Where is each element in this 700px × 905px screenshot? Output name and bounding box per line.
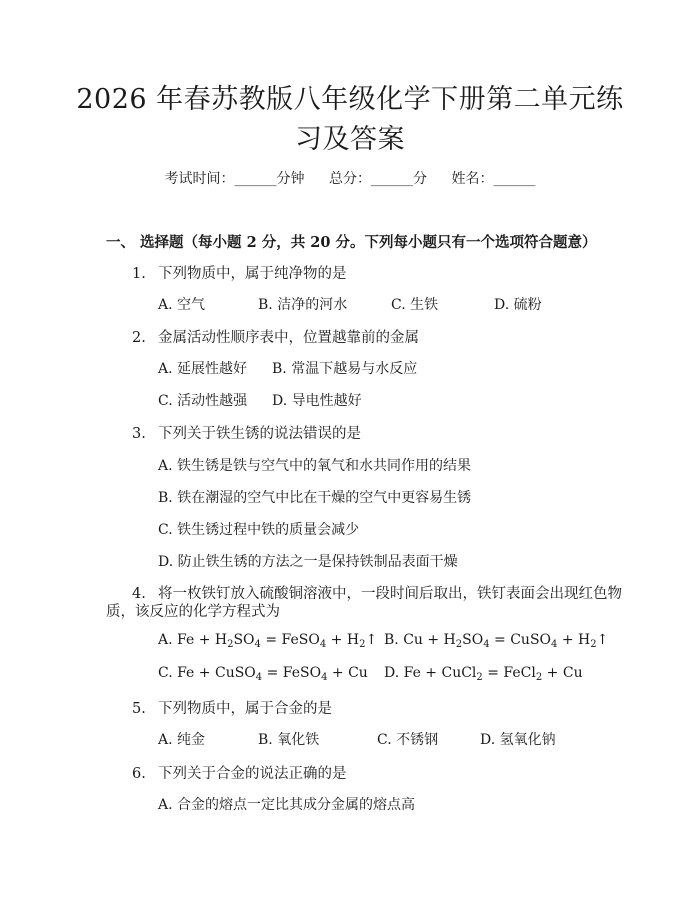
q3-option-c: C. 铁生锈过程中铁的质量会减少 xyxy=(158,522,360,538)
title-line-2: 习及答案 xyxy=(295,124,405,155)
q5-option-c: C. 不锈钢 xyxy=(377,732,439,748)
exam-score: 总分：______分 xyxy=(329,171,427,187)
q1-option-a: A. 空气 xyxy=(158,297,206,313)
q2-option-a: A. 延展性越好 xyxy=(158,361,248,377)
q3-option-b: B. 铁在潮湿的空气中比在干燥的空气中更容易生锈 xyxy=(158,490,472,506)
section-heading: 一、 选择题（每小题 2 分，共 20 分。下列每小题只有一个选项符合题意） xyxy=(106,234,597,251)
q4-option-c: C. Fe + CuSO$_4$ = FeSO$_4$ + Cu xyxy=(158,665,368,683)
q6-option-a: A. 合金的熔点一定比其成分金属的熔点高 xyxy=(158,797,416,813)
q3-option-d: D. 防止铁生锈的方法之一是保持铁制品表面干燥 xyxy=(158,554,458,570)
q3-option-a: A. 铁生锈是铁与空气中的氧气和水共同作用的结果 xyxy=(158,458,472,474)
q4-option-b: B. $Cu + H_2SO_4$ = CuSO$_4$ + $H_2↑$ xyxy=(384,632,609,650)
question-4-continued: 质，该反应的化学方程式为 xyxy=(106,604,280,620)
q1-option-b: B. 洁净的河水 xyxy=(258,297,348,313)
exam-time: 考试时间：______分钟 xyxy=(164,171,305,187)
q2-option-b: B. 常温下越易与水反应 xyxy=(272,361,418,377)
q5-option-d: D. 氢氧化钠 xyxy=(480,732,556,748)
q2-option-d: D. 导电性越好 xyxy=(272,393,362,409)
q1-option-c: C. 生铁 xyxy=(391,297,439,313)
q4-option-a: A. $Fe + H_2SO_4$ = FeSO$_4$ + $H_2↑$ xyxy=(158,632,378,650)
q4-option-d: D. Fe + CuCl$_2$ = FeCl$_2$ + Cu xyxy=(384,665,583,683)
document-title xyxy=(70,80,630,160)
exam-meta xyxy=(0,168,700,188)
question-3: 3. 下列关于铁生锈的说法错误的是 xyxy=(132,426,361,442)
question-1: 1. 下列物质中，属于纯净物的是 xyxy=(132,266,347,282)
question-5: 5. 下列物质中，属于合金的是 xyxy=(132,701,332,717)
title-line-1: 2026 年春苏教版八年级化学下册第二单元练 xyxy=(76,84,624,115)
q2-option-c: C. 活动性越强 xyxy=(158,393,248,409)
question-6: 6. 下列关于合金的说法正确的是 xyxy=(132,766,347,782)
q5-option-a: A. 纯金 xyxy=(158,732,206,748)
q1-option-d: D. 硫粉 xyxy=(494,297,542,313)
q5-option-b: B. 氧化铁 xyxy=(258,732,320,748)
question-2: 2. 金属活动性顺序表中，位置越靠前的金属 xyxy=(132,330,419,346)
student-name: 姓名：______ xyxy=(451,171,536,187)
question-4: 4. 将一枚铁钉放入硫酸铜溶液中，一段时间后取出，铁钉表面会出现红色物 xyxy=(132,586,622,602)
